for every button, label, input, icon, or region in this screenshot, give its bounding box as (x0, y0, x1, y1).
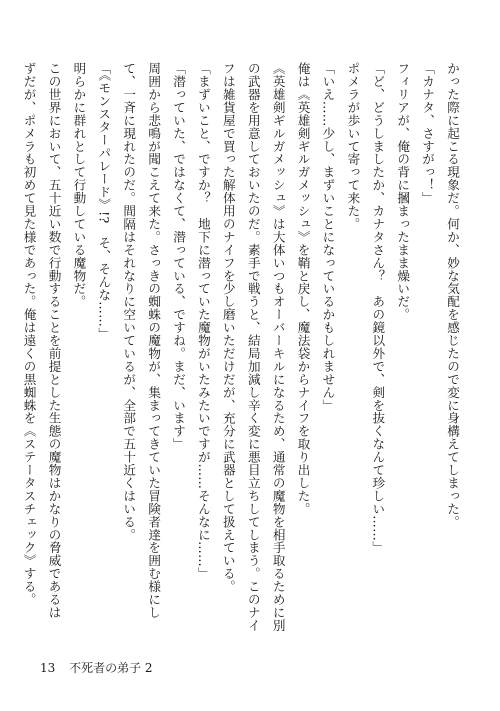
text-line: 「潜っていた、ではなくて、潜っている、ですね。まだ、います」 (171, 62, 187, 451)
text-line: 「いえ……少し、まずいことになっているかもしれません」 (320, 62, 336, 412)
text-line: 《英雄剣ギルガメッシュ》は大体いつもオーバーキルになるため、通常の魔物を相手取るために別 (270, 62, 286, 632)
text-line: 「《モンスターパレード》!? そ、そんな……」 (96, 62, 112, 341)
text-line: ずだが、ポメラも初めて見た様であった。俺は遠くの黒蜘蛛を《ステータスチェック》する。 (21, 62, 37, 606)
text-line: 周囲から悲鳴が聞こえて来た。さっきの蜘蛛の魔物が、集まってきていた冒険者達を囲む様にし (146, 62, 162, 619)
text-line: フは雑貨屋で買った解体用のナイフを少し磨いただけだが、充分に武器として扱えている。 (220, 62, 236, 593)
page-footer (40, 659, 153, 676)
text-line: 「まずいこと、ですか？ 地下に潜っていた魔物がいたみたいですが……そんなに……」 (195, 62, 211, 580)
text-line: この世界において、五十近い数で行動することを前提とした生態の魔物はかなりの脅威であるは (46, 62, 62, 619)
text-line: 明らかに群れとして行動している魔物だ。 (71, 62, 87, 309)
text-line: フィリアが、俺の背に摑まったまま燥いだ。 (395, 62, 411, 321)
text-line: 俺は《英雄剣ギルガメッシュ》を鞘と戻し、魔法袋からナイフを取り出した。 (295, 62, 311, 516)
text-line: て、一斉に現れたのだ。間隔はそれなりに空いているが、全部で五十近くはいる。 (121, 62, 137, 542)
text-line: 「ど、どうしましたか、カナタさん？ あの鏡以外で、剣を抜くなんて珍しい……」 (370, 62, 386, 555)
book-title: 不死者の弟子 2 (69, 661, 153, 675)
text-line: の武器を用意しておいたのだ。素手で戦うと、結局加減し辛く変に悪目立ちしてしまう。このナイ (245, 62, 261, 632)
text-line: ポメラが歩いて寄って来た。 (345, 62, 361, 231)
vertical-body-text (21, 62, 464, 632)
text-line: 「カナタ、さすがっ！」 (420, 62, 436, 205)
text-line: かった際に起こる現象だ。何か、妙な気配を感じたので変に身構えてしまった。 (445, 62, 460, 529)
page-number: 13 (40, 661, 56, 675)
